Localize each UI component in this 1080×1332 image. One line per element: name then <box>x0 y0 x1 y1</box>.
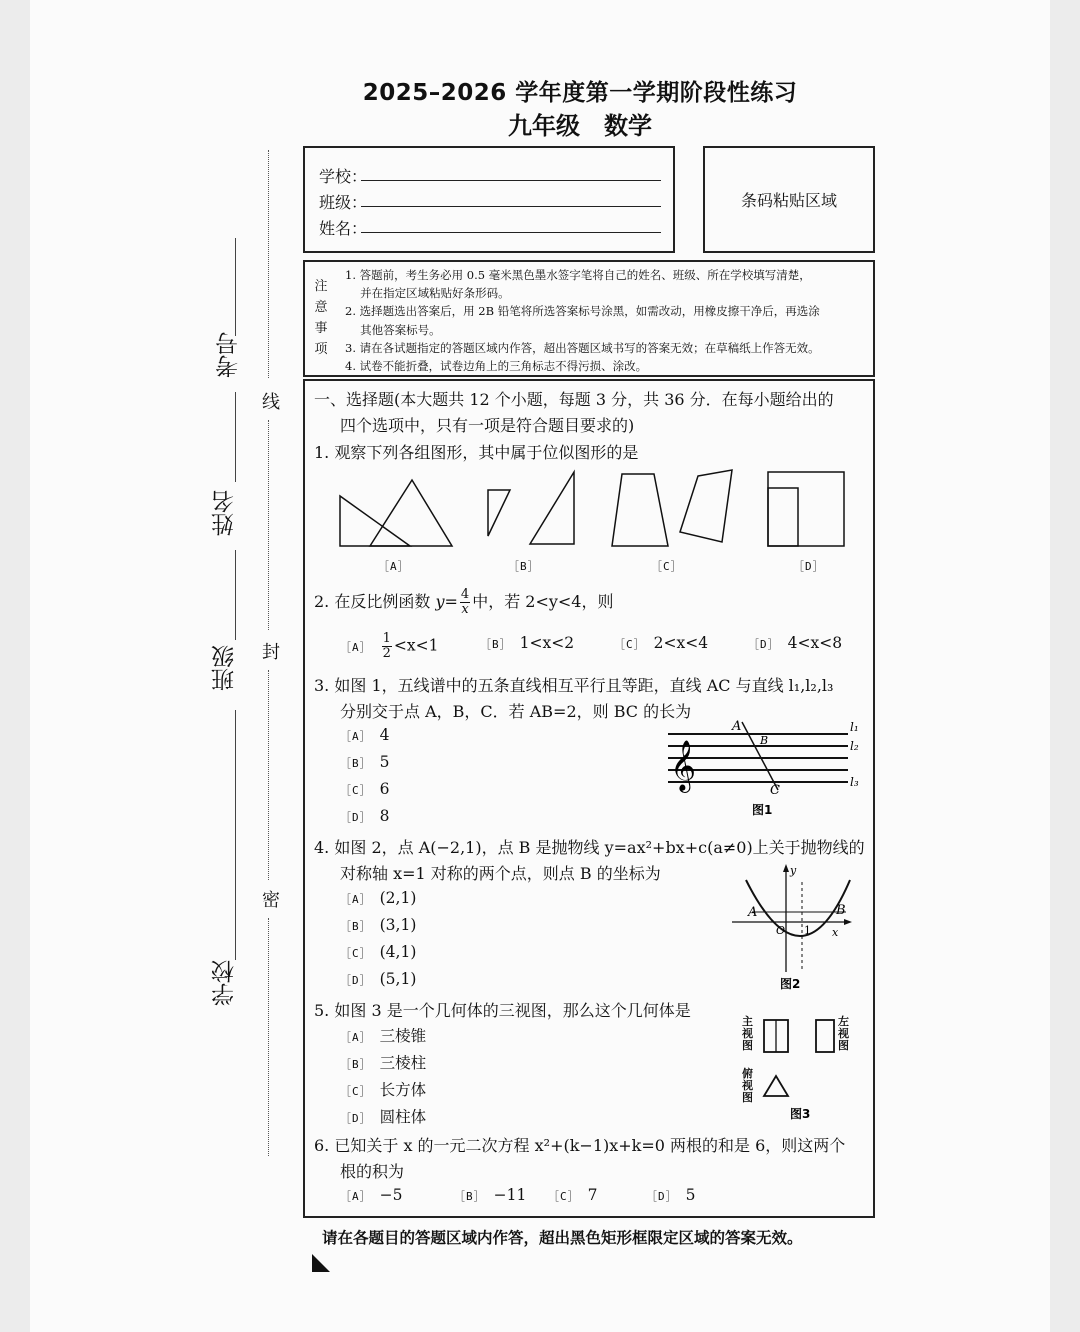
svg-text:B: B <box>760 734 769 747</box>
q3-option-d[interactable]: ［D］ 8 <box>340 807 390 825</box>
student-info-box <box>303 146 675 253</box>
margin-exam-no-label: 考号 <box>216 332 242 378</box>
q3-option-b[interactable]: ［B］ 5 <box>340 753 390 771</box>
svg-text:l₃: l₃ <box>850 775 859 789</box>
notice-item: 2. 选择题选出答案后，用 2B 铅笔将所选答案标号涂黑，如需改动，用橡皮擦干净后，再选涂 <box>345 304 820 319</box>
class-label: 班级： <box>319 193 368 212</box>
svg-text:l₁: l₁ <box>850 720 859 734</box>
q5-front-view-label: 主视图 <box>742 1015 753 1052</box>
svg-text:y: y <box>790 864 797 877</box>
margin-class-line <box>235 710 236 960</box>
q3-figure-staff <box>660 714 865 824</box>
q4-option-a[interactable]: ［A］ (2,1) <box>340 889 417 907</box>
q4-option-b[interactable]: ［B］ (3,1) <box>340 916 417 934</box>
q3-option-c[interactable]: ［C］ 6 <box>340 780 390 798</box>
q1-figures <box>330 466 860 556</box>
svg-text:A: A <box>732 719 742 734</box>
q6-option-b[interactable]: ［B］ −11 <box>454 1186 527 1204</box>
seal-mi-mark: 密 <box>262 890 280 911</box>
seal-feng-mark: 封 <box>262 642 280 663</box>
notice-item: 并在指定区域粘贴好条形码。 <box>345 286 510 301</box>
exam-title: 2025–2026 学年度第一学期阶段性练习 <box>362 80 798 106</box>
svg-text:𝄞: 𝄞 <box>670 740 697 791</box>
q4-option-d[interactable]: ［D］ (5,1) <box>340 970 417 988</box>
school-field[interactable] <box>319 164 367 187</box>
q4-stem-1: 4. 如图 2，点 A(−2,1)，点 B 是抛物线 y=ax²+bx+c(a≠0)上关于抛物线的 <box>314 838 865 857</box>
q5-option-d[interactable]: ［D］ 圆柱体 <box>340 1108 427 1126</box>
svg-text:l₂: l₂ <box>850 739 859 753</box>
q1-b-small-triangle <box>488 490 510 536</box>
svg-text:图1: 图1 <box>752 803 773 817</box>
margin-exam-no-line <box>235 238 236 336</box>
name-field[interactable] <box>319 216 367 239</box>
margin-name-line <box>235 550 236 640</box>
q5-option-c[interactable]: ［C］ 长方体 <box>340 1081 427 1099</box>
q1-c-quad <box>680 470 732 542</box>
q1-label-a[interactable]: ［A］ <box>378 560 410 573</box>
seal-dashed-line-mid <box>268 420 269 630</box>
class-field[interactable] <box>319 190 367 213</box>
margin-class-label: 班级 <box>212 645 238 691</box>
notice-item: 4. 试卷不能折叠，试卷边角上的三角标志不得污损、涂改。 <box>345 359 648 374</box>
q1-c-trapezoid <box>612 474 668 546</box>
margin-name-label: 姓名 <box>212 490 238 536</box>
q1-label-c[interactable]: ［C］ <box>651 560 683 573</box>
q1-label-d[interactable]: ［D］ <box>793 560 825 573</box>
q6-option-c[interactable]: ［C］ 7 <box>548 1186 598 1204</box>
q4-stem-2: 对称轴 x=1 对称的两个点，则点 B 的坐标为 <box>340 864 661 883</box>
svg-text:C: C <box>770 783 780 798</box>
section-heading-1: 一、选择题(本大题共 12 个小题，每题 3 分，共 36 分．在每小题给出的 <box>314 390 834 409</box>
exam-subtitle: 九年级 数学 <box>508 112 652 140</box>
q5-left-view-label: 左视图 <box>838 1015 849 1052</box>
q4-option-c[interactable]: ［C］ (4,1) <box>340 943 417 961</box>
notice-side-label: 注 意 事 项 <box>314 279 328 357</box>
school-label: 学校： <box>319 167 368 186</box>
notice-box <box>303 260 875 377</box>
barcode-area <box>703 146 875 253</box>
q5-stem: 5. 如图 3 是一个几何体的三视图，那么这个几何体是 <box>314 1001 691 1020</box>
notice-item: 1. 答题前，考生务必用 0.5 毫米黑色墨水签字笔将自己的姓名、班级、所在学校填写清楚， <box>345 268 811 282</box>
svg-text:图2: 图2 <box>780 977 801 991</box>
q5-option-a[interactable]: ［A］ 三棱锥 <box>340 1027 427 1045</box>
seal-line-mark: 线 <box>262 392 280 413</box>
notice-item: 其他答案标号。 <box>345 322 441 337</box>
q1-a-large-triangle <box>370 480 452 546</box>
q1-d-inner-rect <box>768 488 798 546</box>
name-label: 姓名： <box>319 219 368 238</box>
seal-dashed-line-top <box>268 150 269 378</box>
q2-option-d[interactable]: ［D］ 4<x<8 <box>748 634 843 652</box>
q1-b-large-triangle <box>530 472 574 544</box>
svg-text:图3: 图3 <box>790 1107 811 1121</box>
q5-option-b[interactable]: ［B］ 三棱柱 <box>340 1054 427 1072</box>
q4-figure-parabola <box>728 862 858 994</box>
svg-text:O: O <box>776 924 786 937</box>
notice-list <box>345 266 867 375</box>
svg-text:1: 1 <box>804 924 811 937</box>
q3-stem-2: 分别交于点 A，B，C．若 AB=2，则 BC 的长为 <box>340 702 692 721</box>
q3-stem-1: 3. 如图 1，五线谱中的五条直线相互平行且等距，直线 AC 与直线 l₁,l₂,l₃ <box>314 676 834 695</box>
q6-stem-1: 6. 已知关于 x 的一元二次方程 x²+(k−1)x+k=0 两根的和是 6，则这两个 <box>314 1136 846 1155</box>
barcode-label: 条码粘贴区域 <box>740 191 837 210</box>
q6-option-a[interactable]: ［A］ −5 <box>340 1186 403 1204</box>
q1-d-large-square <box>768 472 844 546</box>
q5-top-view-label: 俯视图 <box>742 1067 753 1104</box>
notice-item: 3. 请在各试题指定的答题区域内作答，超出答题区域书写的答案无效；在草稿纸上作答无效。 <box>345 340 820 355</box>
q3-option-a[interactable]: ［A］ 4 <box>340 726 390 744</box>
q2-stem: 2. 在反比例函数 y= $\frac{4}{x}$ 中，若 2<y<4，则 <box>314 587 614 617</box>
q1-stem: 1. 观察下列各组图形，其中属于位似图形的是 <box>314 443 639 462</box>
section-heading-2: 四个选项中，只有一项是符合题目要求的) <box>340 416 635 435</box>
q2-option-b[interactable]: ［B］ 1<x<2 <box>480 634 575 652</box>
q6-option-d[interactable]: ［D］ 5 <box>646 1186 696 1204</box>
q2-option-c[interactable]: ［C］ 2<x<4 <box>614 634 709 652</box>
svg-text:x: x <box>832 926 839 939</box>
margin-school-label: 学校 <box>212 960 238 1006</box>
seal-dashed-line-low <box>268 670 269 880</box>
svg-text:A: A <box>748 905 758 920</box>
seal-dashed-line-bottom <box>268 918 269 1156</box>
q1-label-b[interactable]: ［B］ <box>508 560 540 573</box>
q2-option-a[interactable]: ［A］ $\frac{1}{2}$ <x<1 <box>340 631 439 661</box>
q6-stem-2: 根的积为 <box>340 1162 405 1181</box>
margin-exam-no-line-2 <box>235 392 236 482</box>
svg-text:B: B <box>836 903 846 918</box>
corner-triangle-icon <box>310 1252 334 1274</box>
answer-area-note: 请在各题目的答题区域内作答，超出黑色矩形框限定区域的答案无效。 <box>322 1229 803 1247</box>
